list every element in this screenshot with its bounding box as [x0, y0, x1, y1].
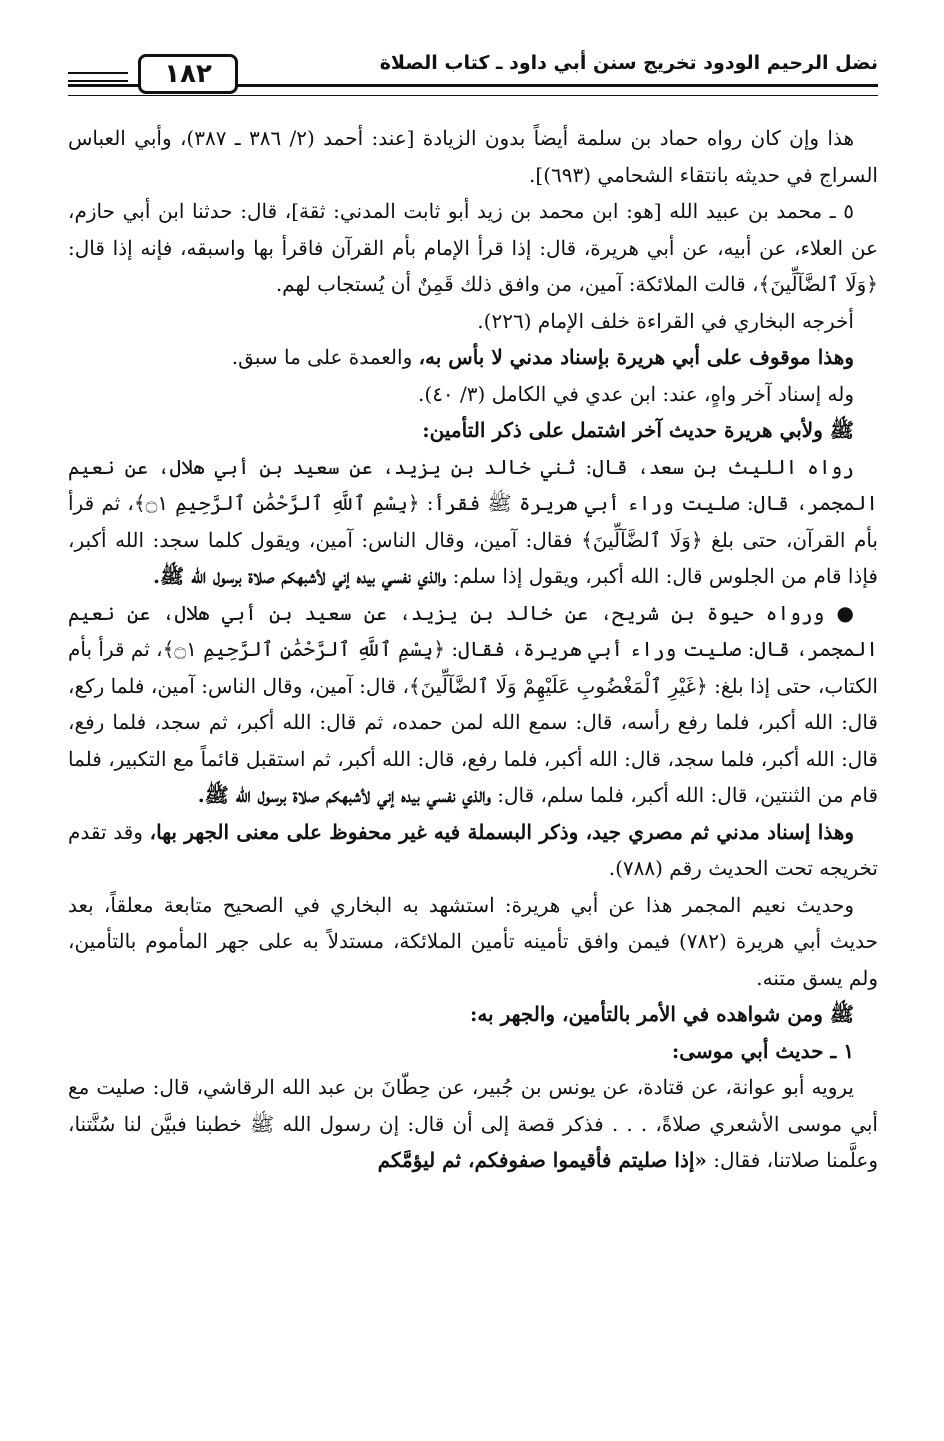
paragraph: [68, 339, 878, 376]
bold-text: والذي نفسي بيده إني لأشبهكم صلاة برسول الله ﷺ.: [197, 783, 491, 807]
plain-text: يرويه أبو عوانة، عن قتادة، عن يونس بن جُبير، عن حِطّانَ بن عبد الله الرقاشي، قال: صليت مع أبي موسى الأشعري صلاةً، . . . فذكر قصة إلى أن قال: إن رسول الله ﷺ خطبنا فبيَّن لنا سُنَّتنا، وعلَّمنا صلاتنا، فقال:: [68, 1075, 878, 1172]
page-header: [68, 40, 878, 100]
bold-text: والذي نفسي بيده إني لأشبهكم صلاة برسول الله ﷺ.: [153, 564, 447, 588]
bold-text: وهذا موقوف على أبي هريرة بإسناد مدني لا بأس به،: [418, 345, 854, 369]
section-heading: ﷺ ولأبي هريرة حديث آخر اشتمل على ذكر التأمين:: [422, 418, 854, 442]
paragraph: ٥ ـ محمد بن عبيد الله [هو: ابن محمد بن زيد أبو ثابت المدني: ثقة]، قال: حدثنا ابن أبي حازم، عن العلاء، عن أبيه، عن أبي هريرة، قال: إذا قرأ الإمام بأم القرآن فاقرأ بها واسبقه، فإنه إذا قال: ﴿وَلَا ٱلضَّآلِّينَ﴾، قالت الملائكة: آمين، من وافق ذلك قَمِنٌ أن يُستجاب لهم.: [68, 199, 878, 296]
plain-text: ● ورواه حيوة بن شريح، عن خالد بن يزيد، عن سعيد بن أبي هلال، عن نعيم المجمر، قال: صليت وراء أبي هريرة، فقال: ﴿بِسْمِ ٱللَّهِ ٱلرَّحْمَٰنِ ٱلرَّحِيمِ ۝١﴾، ثم قرأ بأم الكتاب، حتى إذا بلغ: ﴿غَيْرِ ٱلْمَغْضُوبِ عَلَيْهِمْ وَلَا ٱلضَّآلِّينَ﴾، قال: آمين، وقال الناس: آمين، فلما ركع، قال: الله أكبر، فلما رفع رأسه، قال: سمع الله لمن حمده، ثم قال: الله أكبر، ثم سجد، فلما رفع، قال: الله أكبر، فلما سجد، قال: الله أكبر، فلما رفع، قال: الله أكبر، ثم استقبل قائماً مع التكبير، فلما قام من الثنتين، قال: الله أكبر، فلما سلم، قال:: [68, 600, 878, 807]
paragraph: [68, 1069, 878, 1179]
paragraph: [68, 595, 878, 814]
plain-text: رواه الليث بن سعد، قال: ثني خالد بن يزيد، عن سعيد بن أبي هلال، عن نعيم المجمر، قال: صليت وراء أبي هريرة ﷺ فقرأ: ﴿بِسْمِ ٱللَّهِ ٱلرَّحْمَٰنِ ٱلرَّحِيمِ ۝١﴾، ثم قرأ بأم القرآن، حتى بلغ ﴿وَلَا ٱلضَّآلِّينَ﴾ فقال: آمين، وقال الناس: آمين، ويقول كلما سجد: الله أكبر، فإذا قام من الجلوس قال: الله أكبر، ويقول إذا سلم:: [68, 454, 878, 588]
page-body: [68, 120, 878, 1179]
document-page: [0, 40, 944, 1441]
paragraph: وحديث نعيم المجمر هذا عن أبي هريرة: استشهد به البخاري في الصحيح متابعة معلقاً، بعد حديث أبي هريرة (٧٨٢) فيمن وافق تأمينه تأمين الملائكة، مستدلاً به على جهر المأموم بالتأمين، ولم يسق متنه.: [68, 892, 878, 990]
section-heading: ﷺ ومن شواهده في الأمر بالتأمين، والجهر به:: [469, 1002, 854, 1026]
paragraph: أخرجه البخاري في القراءة خلف الإمام (٢٢٦).: [477, 308, 854, 333]
bold-text: «إذا صليتم فأقيموا صفوفكم، ثم ليؤمَّكم: [377, 1148, 707, 1172]
plain-text: والعمدة على ما سبق.: [231, 345, 413, 369]
paragraph: وله إسناد آخر واهٍ، عند: ابن عدي في الكامل (٣/ ٤٠).: [418, 381, 854, 406]
header-rule-left: [68, 72, 128, 82]
paragraph: هذا وإن كان رواه حماد بن سلمة أيضاً بدون الزيادة [عند: أحمد (٢/ ٣٨٦ ـ ٣٨٧)، وأبي العباس السراج في حديثه بانتقاء الشحامي (٦٩٣)].: [68, 126, 878, 187]
bold-text: وهذا إسناد مدني ثم مصري جيد، وذكر البسملة فيه غير محفوظ على معنى الجهر بها،: [149, 819, 855, 844]
page-number: ١٨٢: [138, 54, 238, 94]
running-title: نضل الرحيم الودود تخريج سنن أبي داود ـ كتاب الصلاة: [379, 52, 878, 74]
paragraph: [68, 814, 878, 887]
subsection-heading: ١ ـ حديث أبي موسى:: [671, 1038, 854, 1063]
paragraph: [68, 449, 878, 595]
plain-text: وقد تقدم تخريجه تحت الحديث رقم (٧٨٨).: [68, 819, 878, 880]
